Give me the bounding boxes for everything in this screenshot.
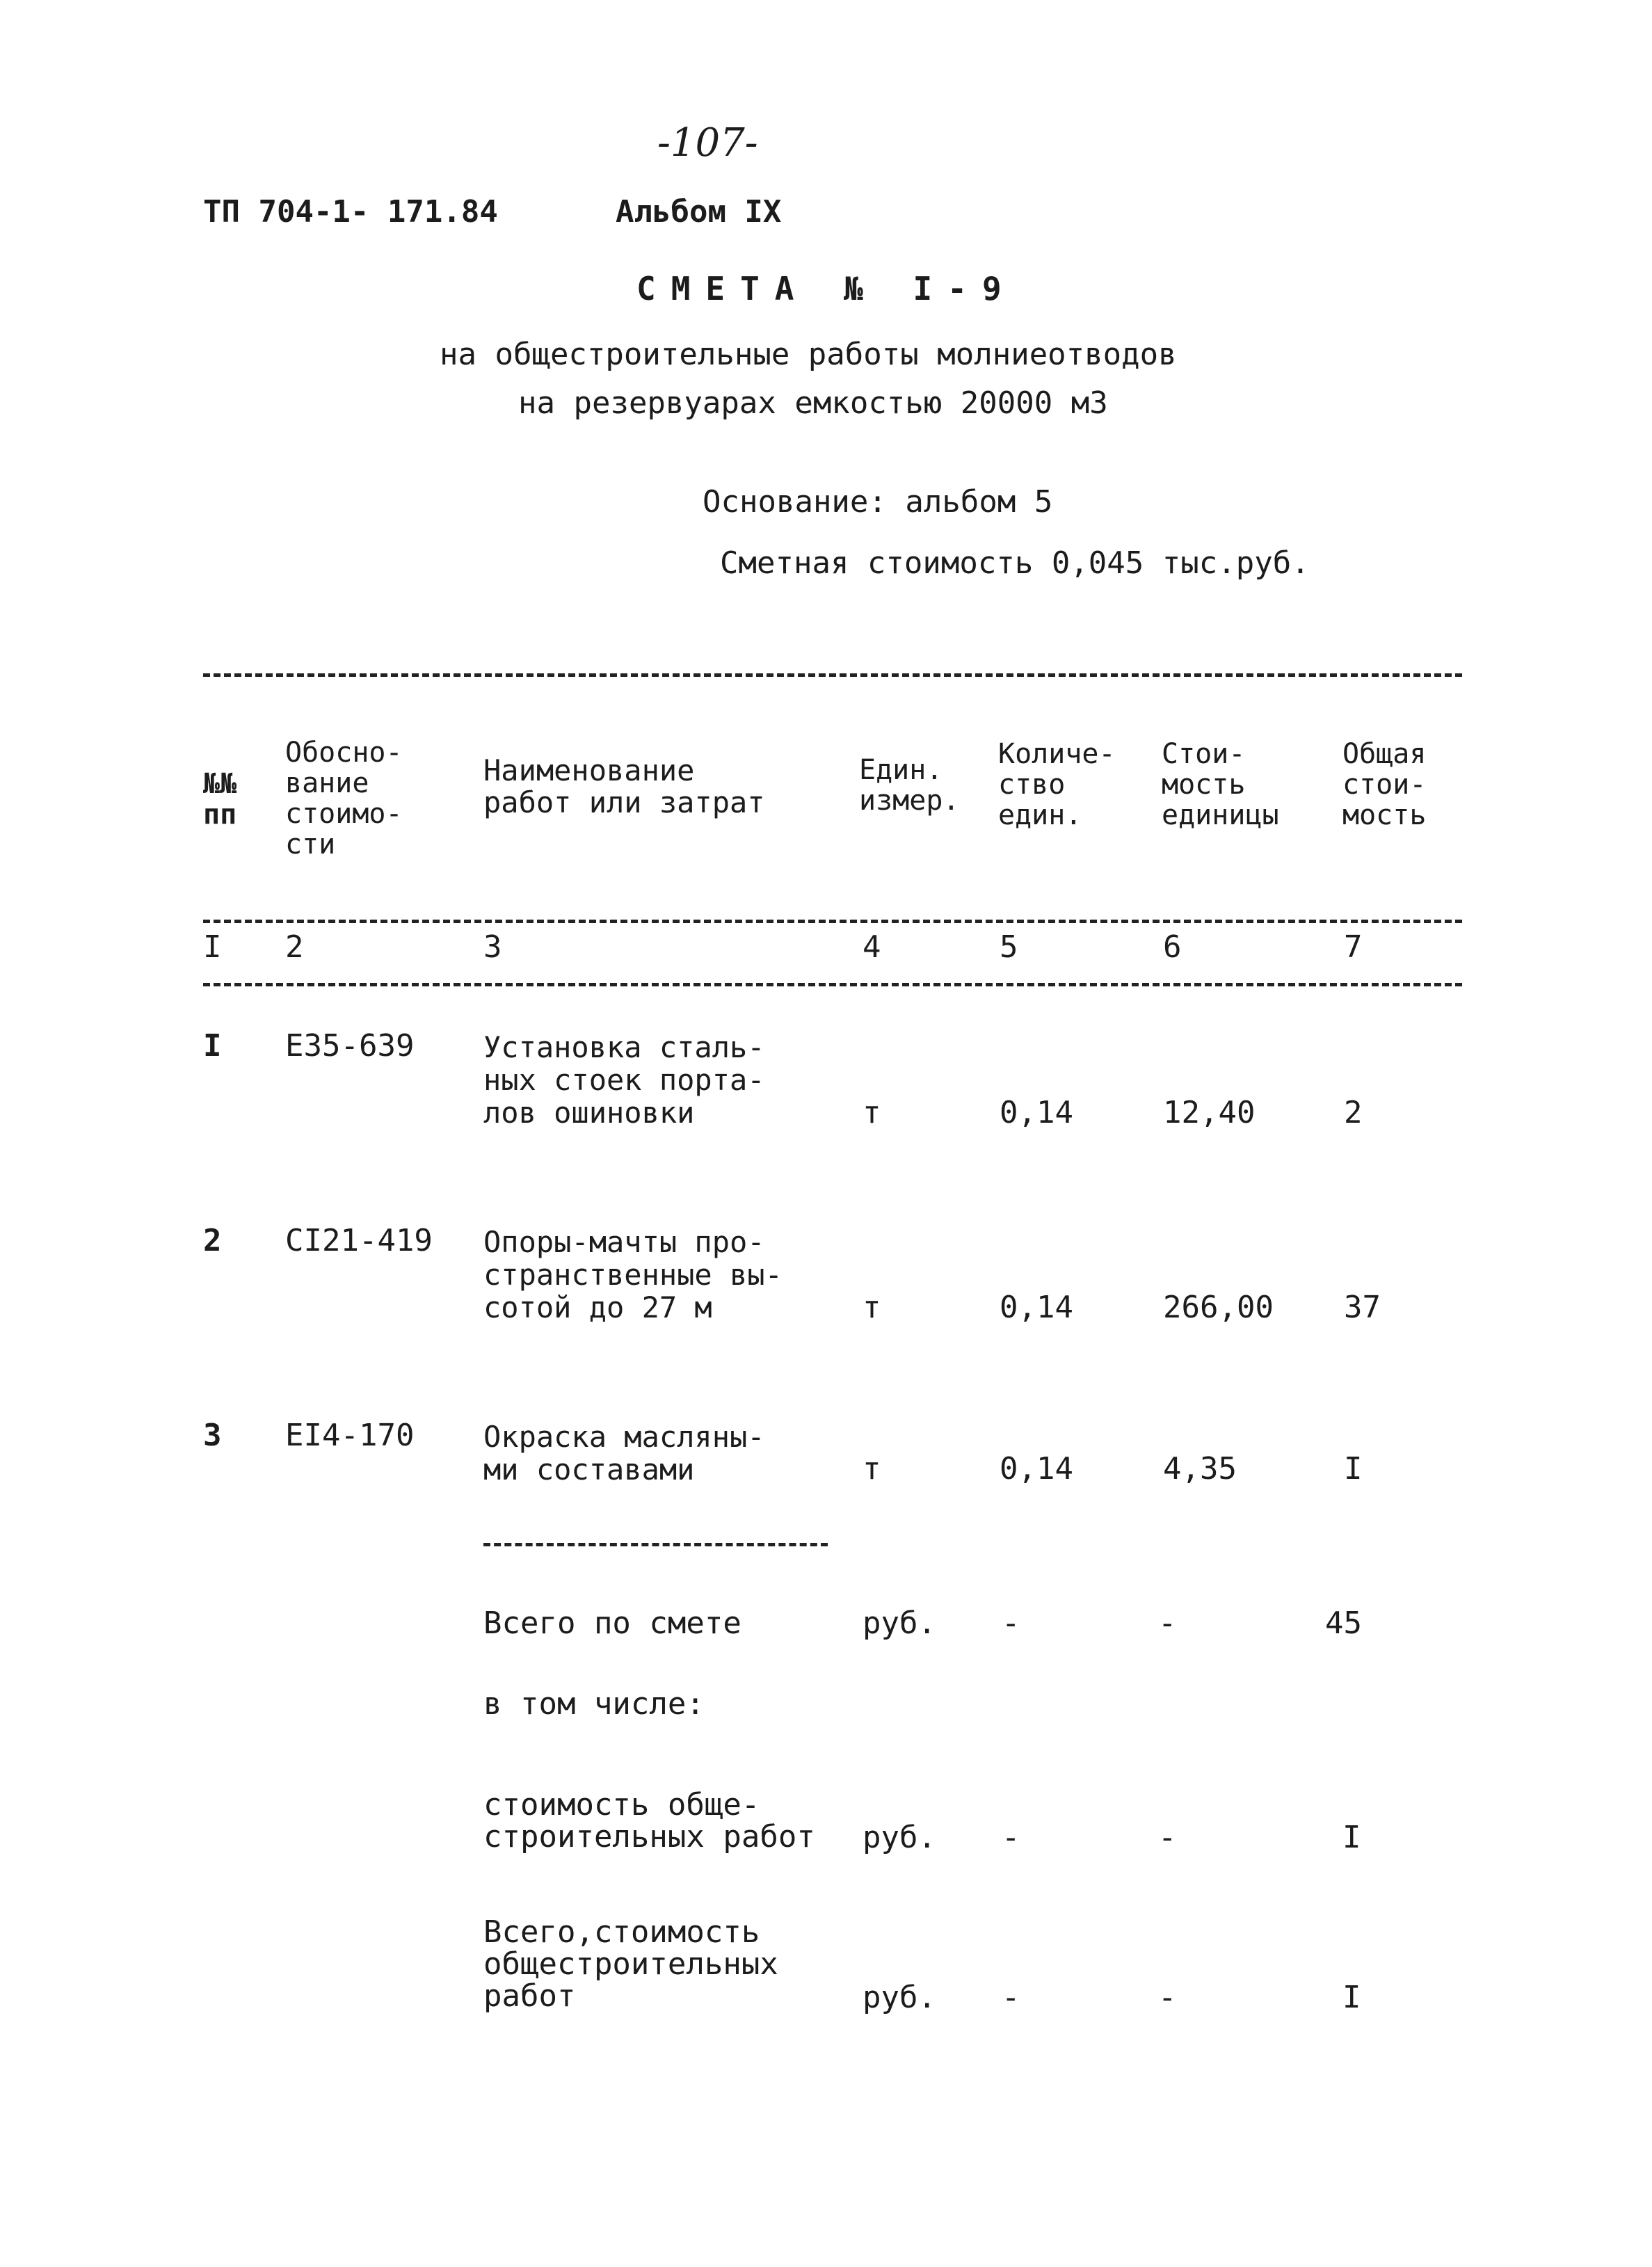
summary-total: 45 [1325, 1605, 1362, 1641]
row-basis-code: Е35-639 [285, 1028, 415, 1064]
column-header-name: Наименование работ или затрат [483, 753, 765, 820]
summary-label: Всего по смете [483, 1605, 741, 1641]
row-basis-code: СI21-419 [285, 1223, 433, 1258]
summary-unit-price: - [1158, 1820, 1177, 1855]
page-number: -107- [657, 120, 758, 166]
estimate-title: СМЕТА № I-9 [636, 270, 1017, 307]
row-number: 3 [203, 1418, 222, 1453]
column-header-quantity: Количе- ство един. [998, 738, 1116, 831]
column-header-unit-price: Стои- мость единицы [1162, 738, 1279, 831]
row-total: 37 [1344, 1290, 1381, 1325]
row-basis-code: ЕI4-170 [285, 1418, 415, 1453]
summary-quantity: - [1002, 1820, 1020, 1855]
row-number: I [203, 1028, 222, 1064]
row-unit-price: 12,40 [1163, 1095, 1256, 1130]
header-bottom-rule [203, 920, 1462, 923]
summary-including-label: в том числе: [483, 1686, 705, 1722]
estimate-subtitle-line1: на общестроительные работы молниеотводов [440, 337, 1177, 372]
column-header-num: №№ пп [203, 768, 237, 831]
row-unit: т [863, 1095, 881, 1130]
summary-unit: руб. [863, 1820, 936, 1855]
summary-unit-price: - [1158, 1605, 1177, 1641]
column-numbers-bottom-rule [203, 983, 1462, 986]
summary-total: I [1342, 1820, 1361, 1855]
column-number-6: 6 [1163, 929, 1182, 965]
column-header-basis: Обосно- вание стоимо- сти [285, 737, 403, 860]
column-header-unit: Един. измер. [859, 754, 960, 817]
row-unit: т [863, 1451, 881, 1487]
row-work-name: Установка сталь- ных стоек порта- лов ошиновки [483, 1030, 765, 1130]
row-quantity: 0,14 [1000, 1451, 1073, 1487]
row-total: 2 [1344, 1095, 1363, 1130]
column-number-3: 3 [483, 929, 502, 965]
row-unit-price: 4,35 [1163, 1451, 1237, 1487]
summary-unit-price: - [1158, 1980, 1177, 2015]
document-code: ТП 704-1- 171.84 [203, 194, 498, 230]
estimate-subtitle-line2: на резервуарах емкостью 20000 м3 [518, 385, 1108, 421]
column-number-2: 2 [285, 929, 304, 965]
row-work-name: Окраска масляны- ми составами [483, 1420, 765, 1487]
summary-quantity: - [1002, 1980, 1020, 2015]
basis-line: Основание: альбом 5 [703, 484, 1053, 520]
summary-total: I [1342, 1980, 1361, 2015]
row-unit-price: 266,00 [1163, 1290, 1274, 1325]
table-top-rule [203, 673, 1462, 677]
row-number: 2 [203, 1223, 222, 1258]
row-quantity: 0,14 [1000, 1095, 1073, 1130]
row-total: I [1344, 1451, 1363, 1487]
row-quantity: 0,14 [1000, 1290, 1073, 1325]
column-number-5: 5 [1000, 929, 1018, 965]
column-number-1: I [203, 929, 222, 965]
summary-unit: руб. [863, 1605, 936, 1641]
column-number-4: 4 [863, 929, 881, 965]
album-label: Альбом IX [616, 194, 782, 230]
row-unit: т [863, 1290, 881, 1325]
summary-label: стоимость обще- строительных работ [483, 1787, 815, 1855]
summary-quantity: - [1002, 1605, 1020, 1641]
items-subtotal-rule [483, 1543, 828, 1546]
row-work-name: Опоры-мачты про- странственные вы- сотой до 27 м [483, 1225, 783, 1325]
estimated-cost-line: Сметная стоимость 0,045 тыс.руб. [720, 545, 1310, 581]
column-number-7: 7 [1344, 929, 1363, 965]
summary-unit: руб. [863, 1980, 936, 2015]
column-header-total: Общая стои- мость [1342, 738, 1427, 831]
summary-label: Всего,стоимость общестроительных работ [483, 1914, 778, 2014]
